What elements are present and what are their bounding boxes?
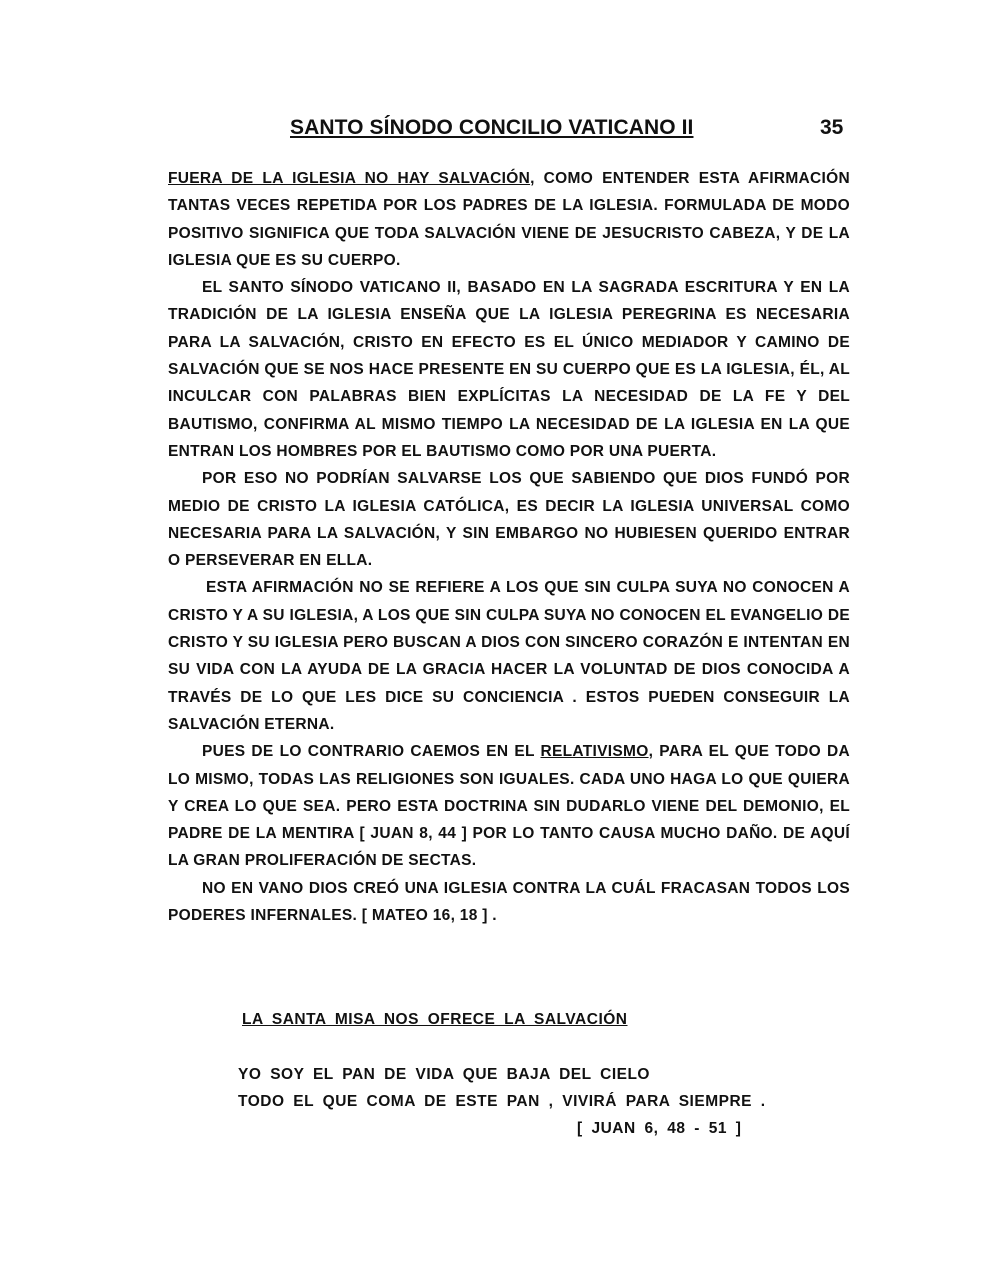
- paragraph-5: [168, 738, 850, 874]
- paragraph-6: NO EN VANO DIOS CREÓ UNA IGLESIA CONTRA LA CUÁL FRACASAN TODOS LOS PODERES INFERNALES. [ MATEO 16, 18 ] .: [168, 879, 850, 925]
- underlined-phrase: FUERA DE LA IGLESIA NO HAY SALVACIÓN: [168, 170, 531, 187]
- paragraph-1: [168, 165, 850, 274]
- paragraph-5-text-before: PUES DE LO CONTRARIO CAEMOS EN EL: [202, 743, 541, 761]
- section-heading: LA SANTA MISA NOS OFRECE LA SALVACIÓN: [242, 1011, 628, 1028]
- scripture-reference: [ JUAN 6, 48 - 51 ]: [577, 1120, 742, 1137]
- paragraph-5-text-after: , PARA EL QUE TODO DA LO MISMO, TODAS LAS RELIGIONES SON IGUALES. CADA UNO HAGA LO QUE QUIERA Y CREA LO QUE SEA. PERO ESTA DOCTRINA SIN DUDARLO VIENE DEL DEMONIO, EL PADRE DE LA MENTIRA [ JUAN 8, 44 ] POR LO TANTO CAUSA MUCHO DAÑO. DE AQUÍ LA GRAN PROLIFERACIÓN DE SECTAS.: [168, 743, 851, 870]
- paragraph-2: EL SANTO SÍNODO VATICANO II, BASADO EN LA SAGRADA ESCRITURA Y EN LA TRADICIÓN DE LA IGLESIA ENSEÑA QUE LA IGLESIA PEREGRINA ES NECESARIA PARA LA SALVACIÓN, CRISTO EN EFECTO ES EL ÚNICO MEDIADOR Y CAMINO DE SALVACIÓN QUE SE NOS HACE PRESENTE EN SU CUERPO QUE ES LA IGLESIA, ÉL, AL INCULCAR CON PALABRAS BIEN EXPLÍCITAS LA NECESIDAD DE LA FE Y DEL BAUTISMO, CONFIRMA AL MISMO TIEMPO LA NECESIDAD DE LA IGLESIA EN LA QUE ENTRAN LOS HOMBRES POR EL BAUTISMO COMO POR UNA PUERTA.: [168, 279, 850, 460]
- page-title: SANTO SÍNODO CONCILIO VATICANO II: [290, 116, 694, 139]
- page-number: 35: [820, 116, 844, 139]
- scripture-quote-line-1: YO SOY EL PAN DE VIDA QUE BAJA DEL CIELO: [238, 1066, 650, 1083]
- scripture-quote-line-2: TODO EL QUE COMA DE ESTE PAN , VIVIRÁ PARA SIEMPRE .: [238, 1093, 766, 1110]
- underlined-word: RELATIVISMO: [540, 743, 649, 761]
- paragraph-3: POR ESO NO PODRÍAN SALVARSE LOS QUE SABIENDO QUE DIOS FUNDÓ POR MEDIO DE CRISTO LA IGLESIA CATÓLICA, ES DECIR LA IGLESIA UNIVERSAL COMO NECESARIA PARA LA SALVACIÓN, Y SIN EMBARGO NO HUBIESEN QUERIDO ENTRAR O PERSEVERAR EN ELLA.: [168, 470, 850, 570]
- body-text: [168, 165, 850, 929]
- paragraph-4: ESTA AFIRMACIÓN NO SE REFIERE A LOS QUE SIN CULPA SUYA NO CONOCEN A CRISTO Y A SU IGLESIA, A LOS QUE SIN CULPA SUYA NO CONOCEN EL EVANGELIO DE CRISTO Y SU IGLESIA PERO BUSCAN A DIOS CON SINCERO CORAZÓN E INTENTAN EN SU VIDA CON LA AYUDA DE LA GRACIA HACER LA VOLUNTAD DE DIOS CONOCIDA A TRAVÉS DE LO QUE LES DICE SU CONCIENCIA . ESTOS PUEDEN CONSEGUIR LA SALVACIÓN ETERNA.: [168, 579, 850, 733]
- paragraph-1-text: , COMO ENTENDER ESTA AFIRMACIÓN TANTAS VECES REPETIDA POR LOS PADRES DE LA IGLESIA. FORMULADA DE MODO POSITIVO SIGNIFICA QUE TODA SALVACIÓN VIENE DE JESUCRISTO CABEZA, Y DE LA IGLESIA QUE ES SU CUERPO.: [168, 170, 850, 269]
